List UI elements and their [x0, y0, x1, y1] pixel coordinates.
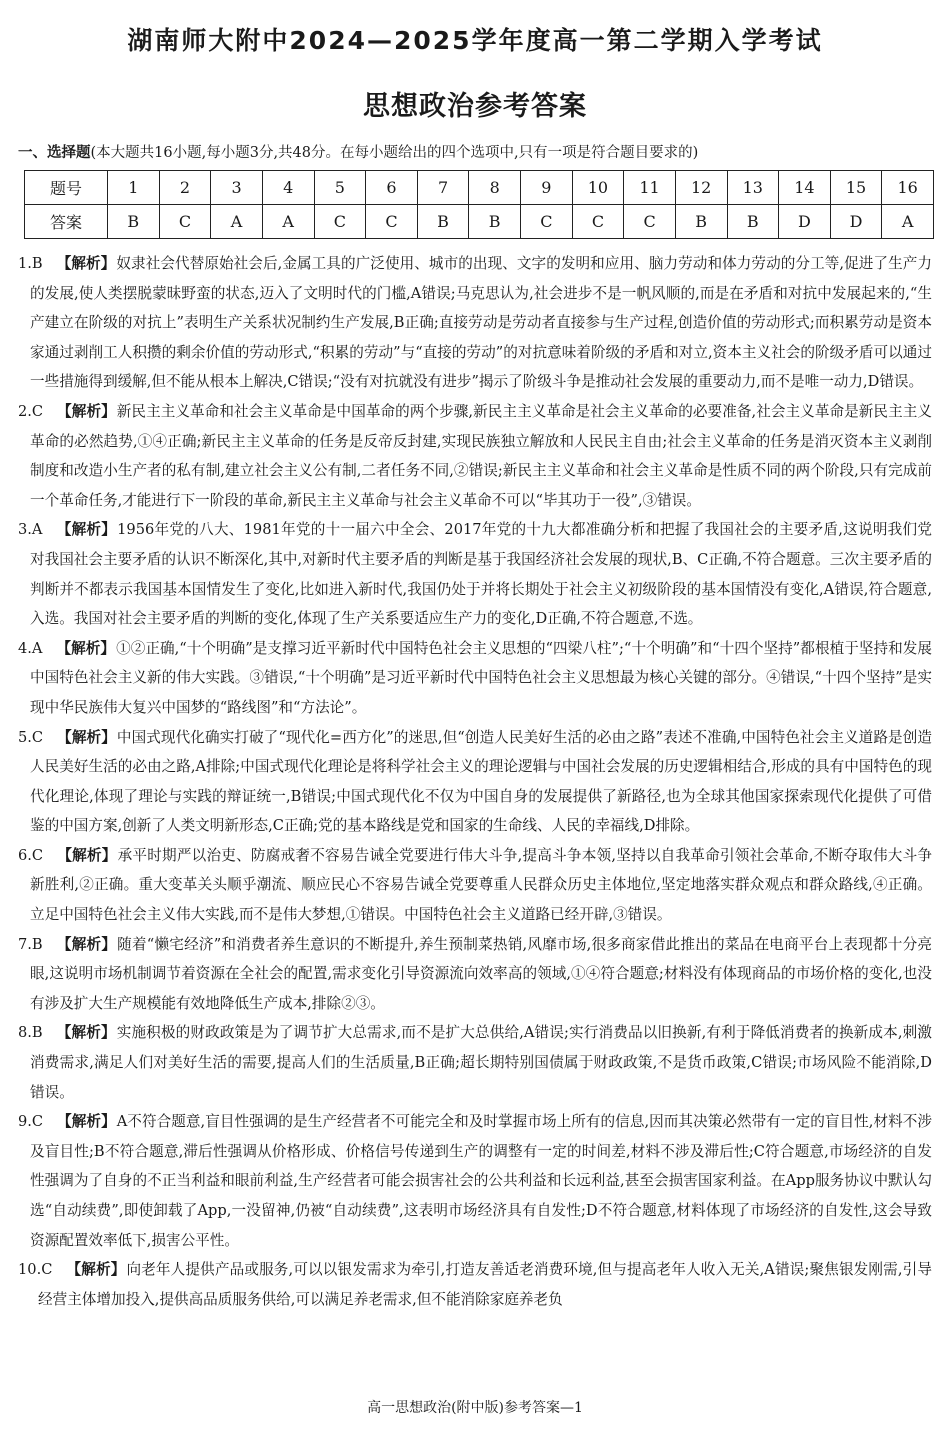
analysis-item: [18, 515, 932, 633]
analysis-tag: 【解析】: [56, 521, 117, 539]
item-answer: 5.C: [18, 728, 44, 746]
analysis-item: [18, 397, 932, 515]
answer-cell: C: [314, 205, 366, 239]
analysis-tag: 【解析】: [57, 728, 116, 746]
analysis-tag: 【解析】: [56, 639, 116, 657]
item-answer: 7.B: [18, 935, 43, 953]
question-number-cell: 11: [624, 171, 676, 205]
analysis-tag: 【解析】: [57, 846, 117, 864]
analysis-item: [18, 249, 932, 397]
item-answer: 3.A: [18, 521, 43, 539]
analysis-tag: 【解析】: [56, 1024, 116, 1042]
page-title: 思想政治参考答案: [363, 91, 587, 122]
analysis-text: 实施积极的财政政策是为了调节扩大总需求,而不是扩大总供给,A错误;实行消费品以旧换新,有利于降低消费者的换新成本,刺激消费需求,满足人们对美好生活的需要,提高人们的生活质量,B正确;超长期特别国债属于财政政策,不是货币政策,C错误;市场风险不能消除,D错误。: [30, 1024, 932, 1101]
item-answer: 9.C: [18, 1113, 44, 1131]
question-number-cell: 3: [211, 171, 263, 205]
question-number-cell: 8: [469, 171, 521, 205]
answer-cell: A: [211, 205, 263, 239]
answer-table: [24, 170, 934, 239]
answer-cell: D: [779, 205, 831, 239]
analysis-text: ①②正确,“十个明确”是支撑习近平新时代中国特色社会主义思想的“四梁八柱”;“十个明确”和“十四个坚持”都根植于坚持和发展中国特色社会主义新的伟大实践。③错误,“十个明确”是习近平新时代中国特色社会主义思想最为核心关键的部分。④错误,“十四个坚持”是实现中华民族伟大复兴中国梦的“路线图”和“方法论”。: [30, 639, 932, 716]
question-number-cell: 9: [521, 171, 573, 205]
page-footer: 高一思想政治(附中版)参考答案—1: [367, 1400, 583, 1416]
analysis-text: 承平时期严以治吏、防腐戒奢不容易告诫全党要进行伟大斗争,提高斗争本领,坚持以自我革命引领社会革命,不断夺取伟大斗争新胜利,②正确。重大变革关头顺乎潮流、顺应民心不容易告诫全党要尊重人民群众历史主体地位,坚定地落实群众观点和群众路线,④正确。立足中国特色社会主义伟大实践,而不是伟大梦想,①错误。中国特色社会主义道路已经开辟,③错误。: [30, 846, 933, 924]
answer-cell: D: [830, 205, 882, 239]
analysis-item: [18, 841, 932, 930]
analysis-item: [18, 723, 932, 841]
analysis-tag: 【解析】: [66, 1261, 126, 1279]
item-answer: 4.A: [18, 639, 43, 657]
answer-cell: C: [521, 205, 573, 239]
analysis-text: 中国式现代化确实打破了“现代化=西方化”的迷思,但“创造人民美好生活的必由之路”表述不准确,中国特色社会主义道路是创造人民美好生活的必由之路,A排除;中国式现代化理论是将科学社会主义的理论逻辑与中国社会发展的历史逻辑相结合,形成的具有中国特色的现代化理论,体现了理论与实践的辩证统一,B错误;中国式现代化不仅为中国自身的发展提供了新路径,也为全球其他国家探索现代化提供了可借鉴的中国方案,创新了人类文明新形态,C正确;党的基本路线是党和国家的生命线、人民的幸福线,D排除。: [30, 728, 932, 835]
question-number-cell: 12: [675, 171, 727, 205]
answer-cell: C: [624, 205, 676, 239]
question-number-cell: 5: [314, 171, 366, 205]
question-number-row: [25, 171, 934, 205]
question-number-cell: 14: [779, 171, 831, 205]
analysis-item: [18, 1107, 932, 1255]
answer-row: [25, 205, 934, 239]
analysis-item: [18, 634, 932, 723]
answer-cell: B: [727, 205, 779, 239]
item-answer: 1.B: [18, 255, 43, 272]
item-answer: 6.C: [18, 846, 44, 864]
answer-cell: C: [572, 205, 624, 239]
analysis-text: 奴隶社会代替原始社会后,金属工具的广泛使用、城市的出现、文字的发明和应用、脑力劳动和体力劳动的分工等,促进了生产力的发展,使人类摆脱蒙昧野蛮的状态,迈入了文明时代的门槛,A错误;马克思认为,社会进步不是一帆风顺的,而是在矛盾和对抗中发展起来的,“生产建立在阶级的对抗上”表明生产关系状况制约生产发展,B正确;直接劳动是劳动者直接参与生产过程,创造价值的劳动形式;而积累劳动是资本家通过剥削工人积攒的剩余价值的劳动形式,“积累的劳动”与“直接的劳动”的对抗意味着阶级的矛盾和对立,资本主义社会的阶级矛盾可以通过一些措施得到缓解,但不能从根本上解决,C错误;“没有对抗就没有进步”揭示了阶级斗争是推动社会发展的重要动力,而不是唯一动力,D错误。: [30, 255, 932, 391]
analysis-tag: 【解析】: [57, 1113, 116, 1131]
analysis-item: [18, 930, 932, 1019]
analysis-text: 1956年党的八大、1981年党的十一届六中全会、2017年党的十九大都准确分析和把握了我国社会的主要矛盾,这说明我们党对我国社会主要矛盾的认识不断深化,其中,对新时代主要矛盾的判断是基于我国经济社会发展的现状,B、C正确,不符合题意。三次主要矛盾的判断并不都表示我国基本国情发生了变化,比如进入新时代,我国仍处于并将长期处于社会主义初级阶段的基本国情没有变化,A错误,符合题意,入选。我国对社会主要矛盾的判断的变化,体现了生产关系要适应生产力的变化,D正确,不符合题意,不选。: [30, 521, 932, 628]
analysis-text: A不符合题意,盲目性强调的是生产经营者不可能完全和及时掌握市场上所有的信息,因而其决策必然带有一定的盲目性,材料不涉及盲目性;B不符合题意,滞后性强调从价格形成、价格信号传递到生产的调整有一定的时间差,材料不涉及滞后性;C符合题意,市场经济的自发性强调为了自身的不正当利益和眼前利益,生产经营者可能会损害社会的公共利益和长远利益,甚至会损害国家利益。在App服务协议中默认勾选“自动续费”,即使卸载了App,一没留神,仍被“自动续费”,这表明市场经济具有自发性;D不符合题意,材料体现了市场经济的自发性,这会导致资源配置效率低下,损害公平性。: [30, 1113, 932, 1249]
item-answer: 2.C: [18, 402, 44, 420]
analysis-text: 随着“懒宅经济”和消费者养生意识的不断提升,养生预制菜热销,风靡市场,很多商家借此推出的菜品在电商平台上表现都十分亮眼,这说明市场机制调节着资源在全社会的配置,需求变化引导资源流向效率高的领域,①④符合题意;材料没有体现商品的市场价格的变化,也没有涉及扩大生产规模能有效地降低生产成本,排除②③。: [30, 935, 932, 1012]
answer-cell: C: [159, 205, 211, 239]
row-label-answer: 答案: [25, 205, 108, 239]
analysis-item: [18, 1255, 932, 1314]
question-number-cell: 1: [108, 171, 160, 205]
question-number-cell: 13: [727, 171, 779, 205]
exam-title: 湖南师大附中2024—2025学年度高一第二学期入学考试: [127, 26, 823, 55]
question-number-cell: 2: [159, 171, 211, 205]
answer-cell: C: [366, 205, 418, 239]
analysis-text: 向老年人提供产品或服务,可以以银发需求为牵引,打造友善适老消费环境,但与提高老年人收入无关,A错误;聚焦银发刚需,引导经营主体增加投入,提供高品质服务供给,可以满足养老需求,但不能消除家庭养老负: [38, 1261, 932, 1308]
answer-cell: B: [675, 205, 727, 239]
section-label: 一、选择题: [18, 145, 91, 161]
section-note: (本大题共16小题,每小题3分,共48分。在每小题给出的四个选项中,只有一项是符合题目要求的): [90, 145, 699, 161]
answer-cell: B: [417, 205, 469, 239]
item-answer: 8.B: [18, 1024, 43, 1042]
analysis-text: 新民主主义革命和社会主义革命是中国革命的两个步骤,新民主主义革命是社会主义革命的必要准备,社会主义革命是新民主主义革命的必然趋势,①④正确;新民主主义革命的任务是反帝反封建,实现民族独立解放和人民民主自由;社会主义革命的任务是消灭资本主义剥削制度和改造小生产者的私有制,建立社会主义公有制,二者任务不同,②错误;新民主主义革命和社会主义革命是性质不同的两个阶段,只有完成前一个革命任务,才能进行下一阶段的革命,新民主主义革命与社会主义革命不可以“毕其功于一役”,③错误。: [30, 402, 932, 509]
question-number-cell: 15: [830, 171, 882, 205]
analysis-item: [18, 1018, 932, 1107]
answer-cell: B: [108, 205, 160, 239]
question-number-cell: 16: [882, 171, 934, 205]
analysis-list: [18, 249, 932, 1314]
row-label-number: 题号: [25, 171, 108, 205]
section-heading: [18, 142, 932, 164]
answer-cell: B: [469, 205, 521, 239]
answer-cell: A: [262, 205, 314, 239]
question-number-cell: 4: [262, 171, 314, 205]
question-number-cell: 6: [366, 171, 418, 205]
item-answer: 10.C: [18, 1261, 53, 1279]
question-number-cell: 10: [572, 171, 624, 205]
analysis-tag: 【解析】: [57, 402, 116, 420]
question-number-cell: 7: [417, 171, 469, 205]
analysis-tag: 【解析】: [56, 255, 116, 272]
answer-cell: A: [882, 205, 934, 239]
analysis-tag: 【解析】: [56, 935, 117, 953]
